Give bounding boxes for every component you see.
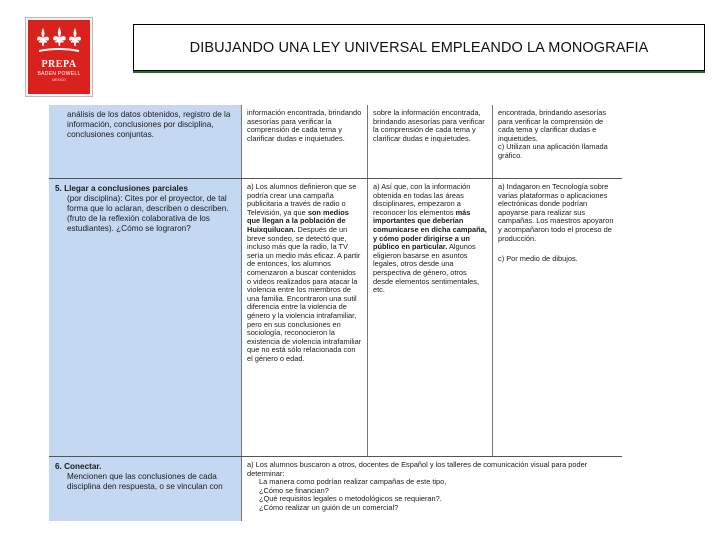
row3-line4: ¿Qué requisitos legales o metodológicos se requieran?. <box>259 494 442 504</box>
row1-col1-text: información encontrada, brindando asesorías para verificar la comprensión de cada tema y clarificar dudas e inquietudes. <box>247 108 362 143</box>
row3-stage-cell <box>49 457 241 521</box>
row2-stage-cell <box>49 179 241 456</box>
row2-stage-body: (por disciplina): Cites por el proyector, de tal forma que lo aclaran, describen o describen. (fruto de la reflexión colaborativa de los estudiantes). ¿Cómo se lograron? <box>67 194 229 233</box>
row1-col2-text: sobre la información encontrada, brindando asesorías para verificar la comprensión de cada tema y clarificar dudas e inquietudes. <box>373 108 485 143</box>
school-logo <box>26 18 92 96</box>
row2-col3-letter: a) <box>498 182 505 191</box>
logo-country: MEXICO <box>52 78 66 82</box>
table-row <box>49 105 622 178</box>
row1-col1-cell <box>241 105 367 178</box>
row2-col2-text-b: Algunos eligieron basarse en asuntos legales, otros desde una perspectiva de género, otros desde elementos sentimentales, etc. <box>373 242 479 295</box>
row2-col1-text-bold: son medios que llegan a la población de Huixquilucan. <box>247 207 349 234</box>
logo-brand-text: PREPA <box>41 59 77 70</box>
row1-col3-item-c: c) Utilizan una aplicación llamada gráfico. <box>498 142 608 160</box>
row3-line1: Los alumnos buscaron a otros, docentes de Español y los talleres de comunicación visual para poder determinar: <box>247 460 588 478</box>
row2-col1-letter: a) <box>247 182 254 191</box>
logo-subtitle: BADEN POWELL <box>37 71 81 77</box>
row1-col3-cell <box>492 105 622 178</box>
table-row <box>49 178 622 456</box>
row1-stage-text: análisis de los datos obtenidos, registro de la información, conclusiones por disciplina, conclusiones conjuntas. <box>67 110 231 139</box>
row2-col1-cell <box>241 179 367 456</box>
fleur-de-lis-icon <box>35 26 83 56</box>
row3-detail-cell <box>241 457 622 521</box>
row2-col2-cell <box>367 179 492 456</box>
row2-col2-text-bold: más importantes que deberían comunicarse en dicha campaña, y cómo poder dirigirse a un público en particular. <box>373 207 487 252</box>
row2-col1-text-b: Después de un breve sondeo, se detectó que, incluso más que la radio, la TV sería un medio más eficaz. A partir de entonces, los alumnos comenzaron a buscar contenidos o videos realizados para atacar la violencia entre los miembros de una familia. Encontraron una sutil diferencia entre la violencia de género y la violencia intrafamiliar, pero en sus conclusiones en sociología, reconocieron la existencia de violencia intrafamiliar que no está sólo relacionada con el género o edad. <box>247 224 362 363</box>
row2-col2-letter: a) <box>373 182 380 191</box>
row3-line3: ¿Cómo se financian? <box>259 485 329 495</box>
row2-col1-text-a: Los alumnos definieron que se podría crear una campaña publicitaria a través de radio o Televisión, ya que <box>247 182 357 217</box>
slide-title: DIBUJANDO UNA LEY UNIVERSAL EMPLEANDO LA MONOGRAFIA <box>133 24 705 71</box>
row1-col3-text: encontrada, brindando asesorías para verificar la comprensión de cada tema y clarificar dudas e inquietudes. <box>498 108 607 143</box>
row2-stage-heading: 5. Llegar a conclusiones parciales <box>55 184 188 193</box>
row2-col3-item-c: c) Por medio de dibujos. <box>498 254 578 264</box>
row3-line2: La manera como podrían realizar campañas de este tipo, <box>259 477 447 487</box>
row3-line5: ¿Cómo realizar un guión de un comercial? <box>259 502 399 512</box>
table-row <box>49 456 622 521</box>
row3-letter: a) <box>247 460 254 469</box>
scanned-table <box>49 105 622 521</box>
row1-stage-cell <box>49 105 241 178</box>
row2-col2-text-a: Así que, con la información obtenida en todas las áreas disciplinares, empezaron a reconocer los elementos <box>373 182 471 217</box>
row2-col3-cell <box>492 179 622 456</box>
row1-col2-cell <box>367 105 492 178</box>
row2-col3-text: Indagaron en Tecnología sobre varias plataformas o aplicaciones electrónicas donde podrían apoyarse para realizar sus campañas. Los maestros apoyaron y acompañaron todo el proceso de producción. <box>498 182 614 243</box>
row3-stage-body: Mencionen que las conclusiones de cada disciplina den respuesta, o se vinculan con <box>67 472 223 491</box>
row3-stage-heading: 6. Conectar. <box>55 462 102 471</box>
